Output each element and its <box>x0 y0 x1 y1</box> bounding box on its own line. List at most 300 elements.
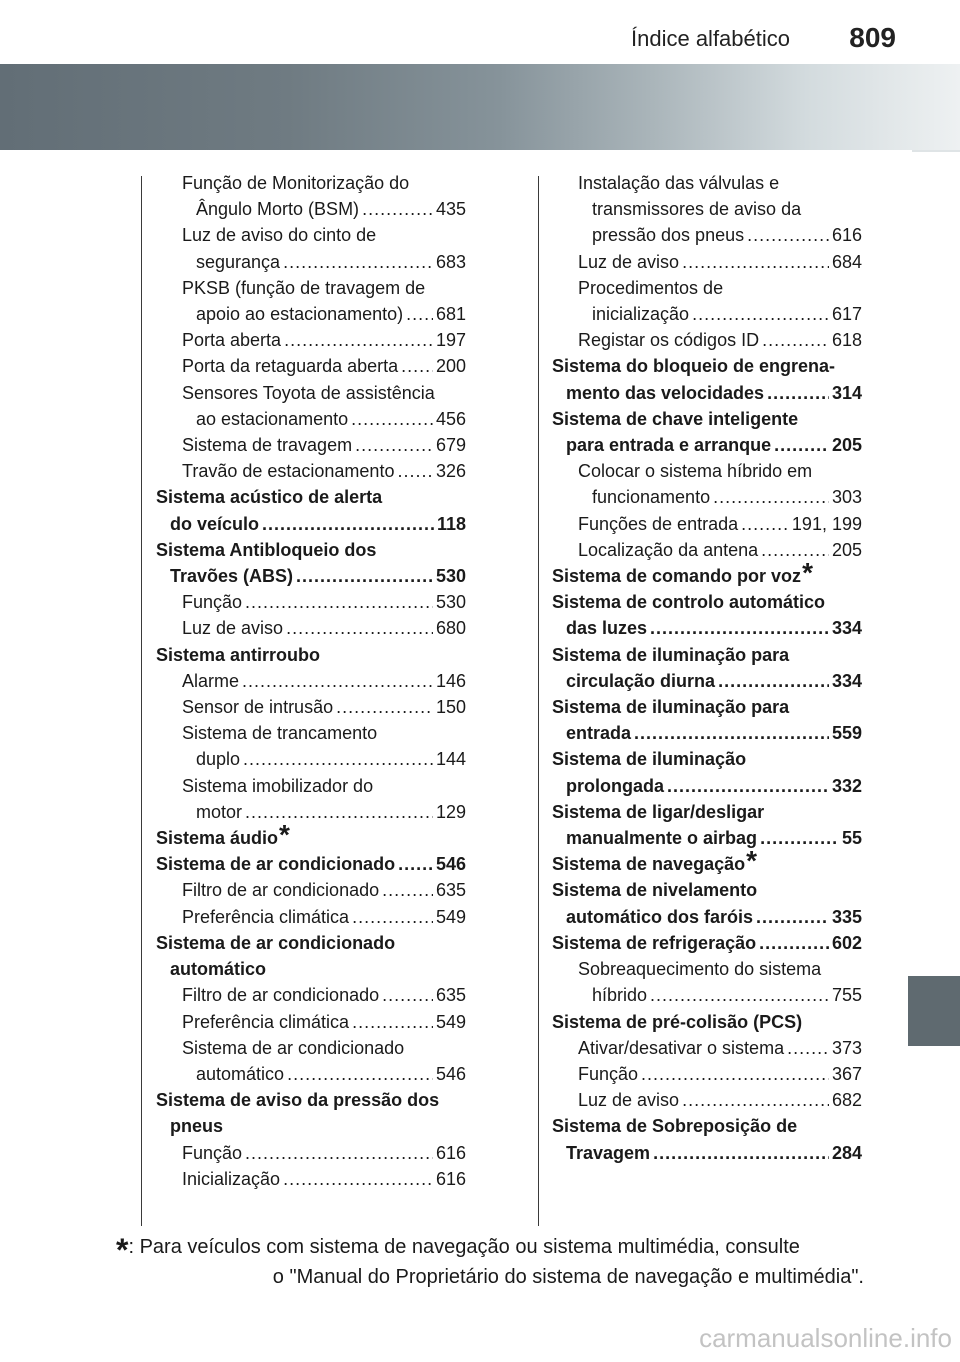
index-subentry[interactable] <box>552 1061 862 1087</box>
index-subentry[interactable] <box>156 720 466 772</box>
index-entry[interactable] <box>552 642 862 694</box>
dot-leader <box>243 746 433 772</box>
index-entry-text: automático dos faróis <box>566 906 754 927</box>
index-entry-line <box>182 196 466 222</box>
index-subentry[interactable] <box>156 1166 466 1192</box>
index-entry-line <box>552 380 862 406</box>
index-entry-text: automático <box>170 959 267 980</box>
index-entry-line: Sistema áudio * <box>156 819 290 851</box>
index-entry[interactable] <box>552 353 862 405</box>
index-entry[interactable] <box>156 642 466 668</box>
index-subentry[interactable] <box>156 589 466 615</box>
dot-leader <box>245 1140 433 1166</box>
page-reference[interactable]: 334 <box>831 670 862 691</box>
index-entry-line <box>182 1166 466 1192</box>
index-entry-line <box>552 746 862 772</box>
index-subentry[interactable] <box>156 1035 466 1087</box>
index-entry-line <box>578 170 862 196</box>
index-entry-text: Sistema de trancamento <box>182 723 378 744</box>
index-entry-text: automático <box>196 1063 285 1084</box>
dot-leader <box>286 615 433 641</box>
index-entry-text: Sistema de nivelamento <box>552 880 758 901</box>
page-reference[interactable]: 635 <box>435 880 466 901</box>
page-reference[interactable]: 205 <box>831 435 862 456</box>
page-reference[interactable]: 332 <box>831 775 862 796</box>
index-entry-line <box>156 1113 466 1139</box>
page-reference[interactable]: 602 <box>831 932 862 953</box>
index-subentry[interactable] <box>156 773 466 825</box>
dot-leader <box>336 694 433 720</box>
page-reference[interactable]: 303 <box>831 487 862 508</box>
page-reference[interactable]: 435 <box>435 199 466 220</box>
index-entry-line <box>156 642 466 668</box>
page-reference[interactable]: 679 <box>435 435 466 456</box>
banner-edge <box>912 150 960 152</box>
index-entry-line <box>156 851 466 877</box>
index-entry-text: Sistema áudio <box>156 828 279 849</box>
dot-leader <box>682 1087 829 1113</box>
index-entry-text: Ângulo Morto (BSM) <box>196 199 360 220</box>
index-entry-line <box>182 1061 466 1087</box>
index-entry-line <box>182 982 466 1008</box>
index-entry-line <box>578 301 862 327</box>
dot-leader <box>741 511 789 537</box>
index-subentry[interactable] <box>156 668 466 694</box>
index-entry-text: Sistema de iluminação <box>552 749 747 770</box>
index-subentry[interactable] <box>156 982 466 1008</box>
index-entry-text: Preferência climática <box>182 906 350 927</box>
dot-leader <box>245 589 433 615</box>
dot-leader <box>382 982 433 1008</box>
index-subentry[interactable] <box>552 1087 862 1113</box>
index-subentry[interactable] <box>156 458 466 484</box>
dot-leader <box>713 484 829 510</box>
index-entry-line <box>182 301 466 327</box>
page-reference[interactable]: 118 <box>436 513 466 534</box>
index-entry-line <box>182 904 466 930</box>
footnote-line-2: o "Manual do Proprietário do sistema de navegação e multimédia". <box>272 1266 864 1288</box>
page-reference[interactable]: 682 <box>831 1090 862 1111</box>
index-subentry[interactable] <box>156 1009 466 1035</box>
page-number: 809 <box>849 22 896 53</box>
dot-leader <box>682 249 829 275</box>
dot-leader <box>774 432 829 458</box>
index-entry-text: para entrada e arranque <box>566 435 772 456</box>
index-entry-line <box>578 458 862 484</box>
index-entry-text: Função <box>182 1142 243 1163</box>
footnote-marker: * <box>116 1232 129 1268</box>
index-entry[interactable] <box>552 557 862 589</box>
index-entry[interactable] <box>552 845 862 877</box>
index-entry-line <box>552 668 862 694</box>
index-entry-line <box>182 799 466 825</box>
index-entry-line <box>578 1035 862 1061</box>
index-subentry[interactable] <box>156 877 466 903</box>
dot-leader <box>692 301 829 327</box>
dot-leader <box>634 720 829 746</box>
index-subentry[interactable] <box>156 380 466 432</box>
page-reference[interactable]: 546 <box>435 1063 466 1084</box>
index-entry[interactable] <box>156 537 466 589</box>
index-subentry[interactable] <box>552 170 862 249</box>
index-subentry[interactable] <box>156 275 466 327</box>
index-entry-line <box>182 589 466 615</box>
index-entry-text: duplo <box>196 749 241 770</box>
page-reference[interactable]: 683 <box>435 251 466 272</box>
index-entry-text: Sistema de controlo automático <box>552 592 826 613</box>
page-reference[interactable]: 146 <box>435 670 466 691</box>
page-reference[interactable]: 530 <box>435 592 466 613</box>
index-entry-line <box>578 956 862 982</box>
dot-leader <box>352 904 433 930</box>
page-reference[interactable]: 55 <box>841 828 862 849</box>
index-entry-line <box>552 1113 862 1139</box>
index-entry-text: Sobreaquecimento do sistema <box>578 959 822 980</box>
index-entry-line <box>552 642 862 668</box>
column-rule-middle <box>538 176 539 1226</box>
index-entry-text: pneus <box>170 1116 224 1137</box>
index-subentry[interactable] <box>552 327 862 353</box>
index-entry[interactable] <box>552 1009 862 1035</box>
index-entry-text: transmissores de aviso da <box>592 199 802 220</box>
watermark: carmanualsonline.info <box>699 1323 952 1353</box>
index-entry-line <box>182 668 466 694</box>
page-reference[interactable]: 205 <box>831 539 862 560</box>
index-entry-line <box>578 249 862 275</box>
index-entry-line <box>182 877 466 903</box>
index-entry-text: Sistema de comando por voz <box>552 566 802 587</box>
header-banner <box>0 64 960 150</box>
dot-leader <box>641 1061 829 1087</box>
index-entry-line <box>156 563 466 589</box>
index-entry-text: Travões (ABS) <box>170 566 294 587</box>
index-subentry[interactable] <box>156 694 466 720</box>
index-entry-line <box>182 615 466 641</box>
index-entry-line <box>182 1035 466 1061</box>
dot-leader <box>759 930 829 956</box>
page-reference[interactable]: 284 <box>831 1142 862 1163</box>
index-entry-text: Sistema de iluminação para <box>552 644 790 665</box>
index-column-left <box>156 170 466 1192</box>
dot-leader <box>296 563 433 589</box>
section-side-tab[interactable] <box>908 976 960 1046</box>
dot-leader <box>382 877 433 903</box>
dot-leader <box>284 327 433 353</box>
index-entry[interactable] <box>552 694 862 746</box>
index-entry-line <box>182 720 466 746</box>
index-entry-line <box>156 956 466 982</box>
index-subentry[interactable] <box>156 904 466 930</box>
page-reference[interactable]: 326 <box>435 461 466 482</box>
index-entry-text: Sistema de ar condicionado <box>156 854 396 875</box>
dot-leader <box>355 432 433 458</box>
index-entry-text: PKSB (função de travagem de <box>182 277 426 298</box>
index-entry-text: Localização da antena <box>578 539 759 560</box>
index-entry-text: Alarme <box>182 670 240 691</box>
index-entry-text: inicialização <box>592 304 690 325</box>
index-entry-text: Luz de aviso <box>578 251 680 272</box>
index-entry-line <box>578 1087 862 1113</box>
index-entry-line <box>552 1140 862 1166</box>
index-entry-text: entrada <box>566 723 632 744</box>
index-entry-line <box>182 380 466 406</box>
index-entry-line <box>578 222 862 248</box>
index-entry-text: Sistema Antibloqueio dos <box>156 539 377 560</box>
index-entry-text: Sistema antirroubo <box>156 644 321 665</box>
page-reference[interactable]: 129 <box>435 801 466 822</box>
dot-leader <box>787 1035 829 1061</box>
index-entry-line <box>578 484 862 510</box>
page-reference[interactable]: 616 <box>831 225 862 246</box>
dot-leader <box>352 1009 433 1035</box>
index-entry-text: das luzes <box>566 618 648 639</box>
page-reference[interactable]: 373 <box>831 1037 862 1058</box>
dot-leader <box>761 537 829 563</box>
dot-leader <box>760 825 839 851</box>
dot-leader <box>262 511 434 537</box>
index-entry-line <box>578 327 862 353</box>
index-entry-line <box>578 511 862 537</box>
index-entry-line <box>156 1087 466 1113</box>
dot-leader <box>245 799 433 825</box>
index-entry-line <box>182 327 466 353</box>
index-subentry[interactable] <box>156 170 466 222</box>
index-entry-text: Sistema do bloqueio de engrena- <box>552 356 836 377</box>
page-reference[interactable]: 681 <box>435 304 466 325</box>
index-entry-line <box>182 222 466 248</box>
index-subentry[interactable] <box>156 327 466 353</box>
index-entry-text: Sistema de ar condicionado <box>156 932 396 953</box>
index-entry-text: mento das velocidades <box>566 382 765 403</box>
index-entry[interactable] <box>552 799 862 851</box>
index-entry[interactable] <box>552 406 862 458</box>
dot-leader <box>747 222 829 248</box>
index-entry-text: Porta da retaguarda aberta <box>182 356 399 377</box>
index-subentry[interactable] <box>552 458 862 510</box>
index-entry-line <box>552 615 862 641</box>
index-entry-line <box>182 773 466 799</box>
index-entry-line <box>552 773 862 799</box>
dot-leader <box>756 904 829 930</box>
index-entry-line <box>156 930 466 956</box>
index-entry[interactable] <box>156 930 466 982</box>
index-entry-line <box>578 1061 862 1087</box>
index-entry[interactable] <box>552 1113 862 1165</box>
index-entry-text: Luz de aviso <box>578 1090 680 1111</box>
index-entry-text: Luz de aviso <box>182 618 284 639</box>
dot-leader <box>351 406 433 432</box>
page-reference[interactable]: 616 <box>435 1168 466 1189</box>
footnote <box>116 1232 864 1292</box>
index-subentry[interactable] <box>552 511 862 537</box>
top-strip <box>0 0 960 64</box>
page-reference[interactable]: 549 <box>435 906 466 927</box>
index-entry-text: Sistema de Sobreposição de <box>552 1116 798 1137</box>
index-entry-text: motor <box>196 801 243 822</box>
index-entry-text: híbrido <box>592 985 648 1006</box>
section-title: Índice alfabético <box>631 26 790 51</box>
index-entry-text: funcionamento <box>592 487 711 508</box>
index-entry-line <box>578 275 862 301</box>
index-subentry[interactable] <box>156 1140 466 1166</box>
index-entry-line <box>182 432 466 458</box>
page-reference[interactable]: 200 <box>435 356 466 377</box>
index-entry-text: Sistema de ar condicionado <box>182 1037 405 1058</box>
dot-leader <box>650 982 829 1008</box>
index-entry[interactable] <box>156 1087 466 1139</box>
index-entry-text: Sistema de refrigeração <box>552 932 757 953</box>
index-entry-line <box>182 694 466 720</box>
index-entry-line <box>182 1140 466 1166</box>
index-subentry[interactable] <box>552 275 862 327</box>
index-entry-text: Colocar o sistema híbrido em <box>578 461 813 482</box>
index-entry-line <box>552 406 862 432</box>
dot-leader <box>667 773 829 799</box>
index-entry-text: segurança <box>196 251 281 272</box>
index-entry-text: Luz de aviso do cinto de <box>182 225 377 246</box>
dot-leader <box>767 380 829 406</box>
index-entry-text: Procedimentos de <box>578 277 724 298</box>
index-entry-line <box>552 877 862 903</box>
index-entry-text: Travagem <box>566 1142 651 1163</box>
footnote-line-1: : Para veículos com sistema de navegação ou sistema multimédia, consulte <box>128 1236 800 1258</box>
index-entry-text: Registar os códigos ID <box>578 330 760 351</box>
index-entry-text: Sistema de travagem <box>182 435 353 456</box>
index-entry-line <box>182 275 466 301</box>
page-reference[interactable]: 334 <box>831 618 862 639</box>
page-reference[interactable]: 684 <box>831 251 862 272</box>
index-subentry[interactable] <box>156 615 466 641</box>
index-entry-text: prolongada <box>566 775 664 796</box>
page-reference[interactable]: 549 <box>435 1011 466 1032</box>
index-entry-line <box>552 694 862 720</box>
index-entry[interactable] <box>552 930 862 956</box>
index-entry-line: Sistema de navegação * <box>552 845 758 877</box>
index-entry[interactable] <box>156 484 466 536</box>
index-entry-text: Sistema de navegação <box>552 854 746 875</box>
index-entry-text: Sensores Toyota de assistência <box>182 382 435 403</box>
dot-leader <box>401 353 433 379</box>
index-entry-line <box>156 484 466 510</box>
index-entry-line: Sistema de comando por voz * <box>552 557 813 589</box>
index-entry-text: manualmente o airbag <box>566 828 758 849</box>
index-entry[interactable] <box>552 589 862 641</box>
dot-leader <box>650 615 829 641</box>
dot-leader <box>718 668 829 694</box>
page-reference[interactable]: 150 <box>435 697 466 718</box>
index-entry-text: Filtro de ar condicionado <box>182 985 380 1006</box>
index-entry-text: Preferência climática <box>182 1011 350 1032</box>
index-subentry[interactable] <box>552 249 862 275</box>
index-entry[interactable] <box>552 746 862 798</box>
page-reference[interactable]: 144 <box>435 749 466 770</box>
index-entry-line <box>182 1009 466 1035</box>
index-entry-text: Sensor de intrusão <box>182 697 334 718</box>
page-reference[interactable]: 456 <box>435 408 466 429</box>
page-reference[interactable]: 546 <box>435 854 466 875</box>
index-entry-line <box>552 589 862 615</box>
page-reference[interactable]: 314 <box>831 382 862 403</box>
page-reference[interactable]: 559 <box>831 723 862 744</box>
index-subentry[interactable] <box>552 1035 862 1061</box>
index-entry-text: ao estacionamento <box>196 408 349 429</box>
dot-leader <box>287 1061 433 1087</box>
index-entry-line <box>552 825 862 851</box>
index-entry-line <box>156 511 466 537</box>
page-reference[interactable]: 680 <box>435 618 466 639</box>
index-entry-line <box>552 432 862 458</box>
page-reference[interactable]: 197 <box>435 330 466 351</box>
index-entry-line <box>552 904 862 930</box>
index-entry-text: Sistema imobilizador do <box>182 775 374 796</box>
dot-leader <box>406 301 433 327</box>
dot-leader <box>283 249 433 275</box>
column-rule-left <box>141 176 142 1226</box>
index-entry-text: Porta aberta <box>182 330 282 351</box>
index-entry-text: pressão dos pneus <box>592 225 745 246</box>
dot-leader <box>242 668 433 694</box>
index-entry-line <box>182 406 466 432</box>
index-entry-text: circulação diurna <box>566 670 716 691</box>
index-entry[interactable] <box>156 819 466 851</box>
index-entry-text: Função <box>578 1063 639 1084</box>
page-reference[interactable]: 616 <box>435 1142 466 1163</box>
dot-leader <box>362 196 433 222</box>
index-entry-text: Função <box>182 592 243 613</box>
index-entry-text: apoio ao estacionamento) <box>196 304 404 325</box>
dot-leader <box>653 1140 829 1166</box>
index-column-right <box>552 170 862 1166</box>
index-entry-text: Ativar/desativar o sistema <box>578 1037 785 1058</box>
index-entry[interactable] <box>552 877 862 929</box>
dot-leader <box>283 1166 433 1192</box>
page-reference[interactable]: 367 <box>831 1063 862 1084</box>
index-entry-line <box>182 170 466 196</box>
page-reference[interactable]: 755 <box>831 985 862 1006</box>
index-entry-line <box>578 196 862 222</box>
page-reference[interactable]: 335 <box>831 906 862 927</box>
index-entry-line <box>552 930 862 956</box>
index-entry-line <box>182 249 466 275</box>
index-entry-text: Instalação das válvulas e <box>578 173 780 193</box>
index-subentry[interactable] <box>552 537 862 563</box>
index-entry-line <box>156 537 466 563</box>
page-reference[interactable]: 617 <box>831 304 862 325</box>
index-subentry[interactable] <box>156 222 466 274</box>
index-entry-line <box>552 799 862 825</box>
index-entry-line <box>552 353 862 379</box>
index-entry-text: Função de Monitorização do <box>182 173 410 193</box>
index-entry-line <box>578 982 862 1008</box>
page-reference[interactable]: 191, 199 <box>791 513 862 534</box>
index-entry-line <box>182 746 466 772</box>
index-subentry[interactable] <box>552 956 862 1008</box>
index-entry[interactable] <box>156 851 466 877</box>
index-entry-line <box>182 458 466 484</box>
index-entry-text: do veículo <box>170 513 260 534</box>
index-entry-line <box>552 720 862 746</box>
index-entry-text: Sistema de ligar/desligar <box>552 801 765 822</box>
index-entry-text: Inicialização <box>182 1168 281 1189</box>
page-reference[interactable]: 530 <box>435 566 466 587</box>
index-subentry[interactable] <box>156 432 466 458</box>
index-subentry[interactable] <box>156 353 466 379</box>
index-entry-text: Travão de estacionamento <box>182 461 395 482</box>
dot-leader <box>398 851 433 877</box>
page-reference[interactable]: 635 <box>435 985 466 1006</box>
page-reference[interactable]: 618 <box>831 330 862 351</box>
index-entry-line <box>552 1009 862 1035</box>
